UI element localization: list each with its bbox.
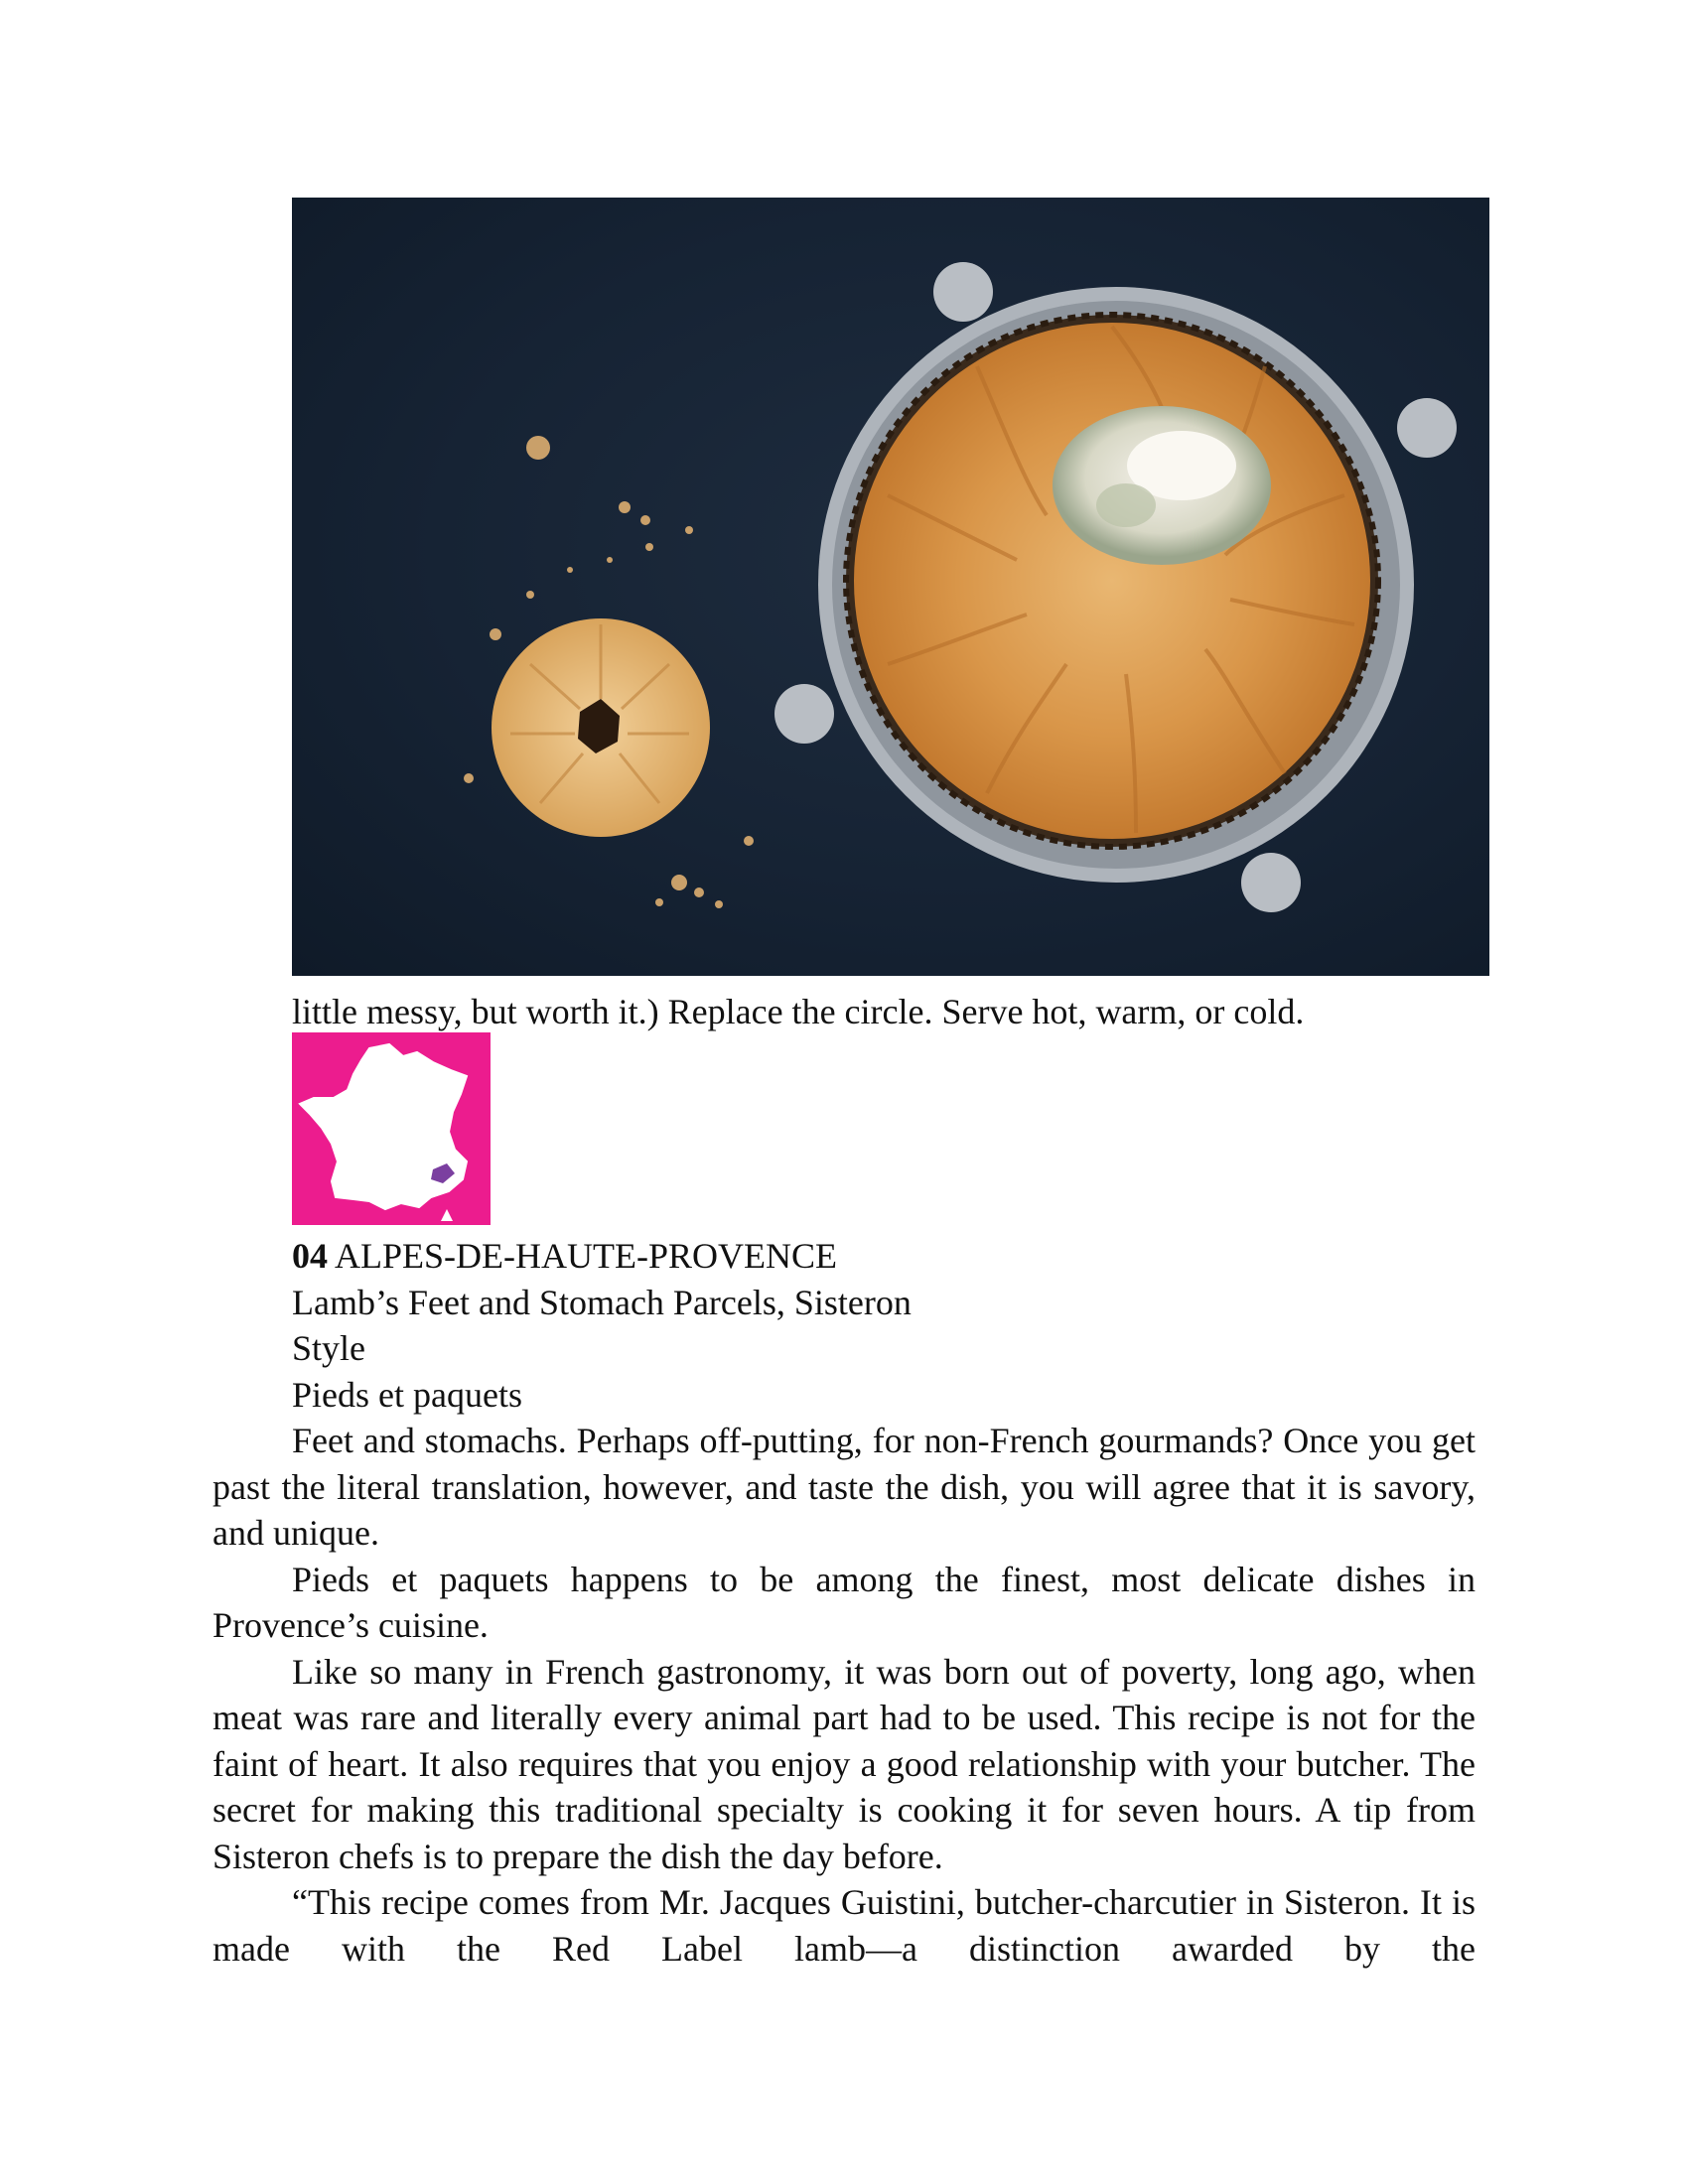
body-paragraph: Like so many in French gastronomy, it was born out of poverty, long ago, when meat was rare and literally every animal part had to be used. This recipe is not for the faint of heart. It also requires that you enjoy a good relationship with your butcher. The secret for making this traditional specialty is cooking it for seven hours. A tip from Sisteron chefs is to prepare the dish the day before. [212,1651,1476,1876]
department-number: 04 [292,1236,328,1276]
recipe-body [212,1233,1476,1972]
pie-photo [292,198,1489,976]
caption-text-block [212,989,1476,1035]
body-paragraph: Pieds et paquets happens to be among the finest, most delicate dishes in Provence’s cuisine. [212,1559,1476,1645]
recipe-title-line-1: Lamb’s Feet and Stomach Parcels, Sisteron [292,1282,912,1322]
recipe-title-line-2: Style [292,1328,366,1368]
caption-line: little messy, but worth it.) Replace the circle. Serve hot, warm, or cold. [292,992,1305,1031]
recipe-heading [212,1233,1476,1280]
body-paragraph: Feet and stomachs. Perhaps off-putting, for non-French gourmands? Once you get past the literal translation, however, and taste the dish, you will agree that it is savory, and unique. [212,1421,1476,1553]
france-map-icon [292,1032,491,1225]
department-name: ALPES-DE-HAUTE-PROVENCE [328,1236,837,1276]
body-paragraph: “This recipe comes from Mr. Jacques Guistini, butcher-charcutier in Sisteron. It is made with the Red Label lamb—a distinction awarded by the [212,1882,1476,1969]
recipe-french-name: Pieds et paquets [292,1374,522,1415]
